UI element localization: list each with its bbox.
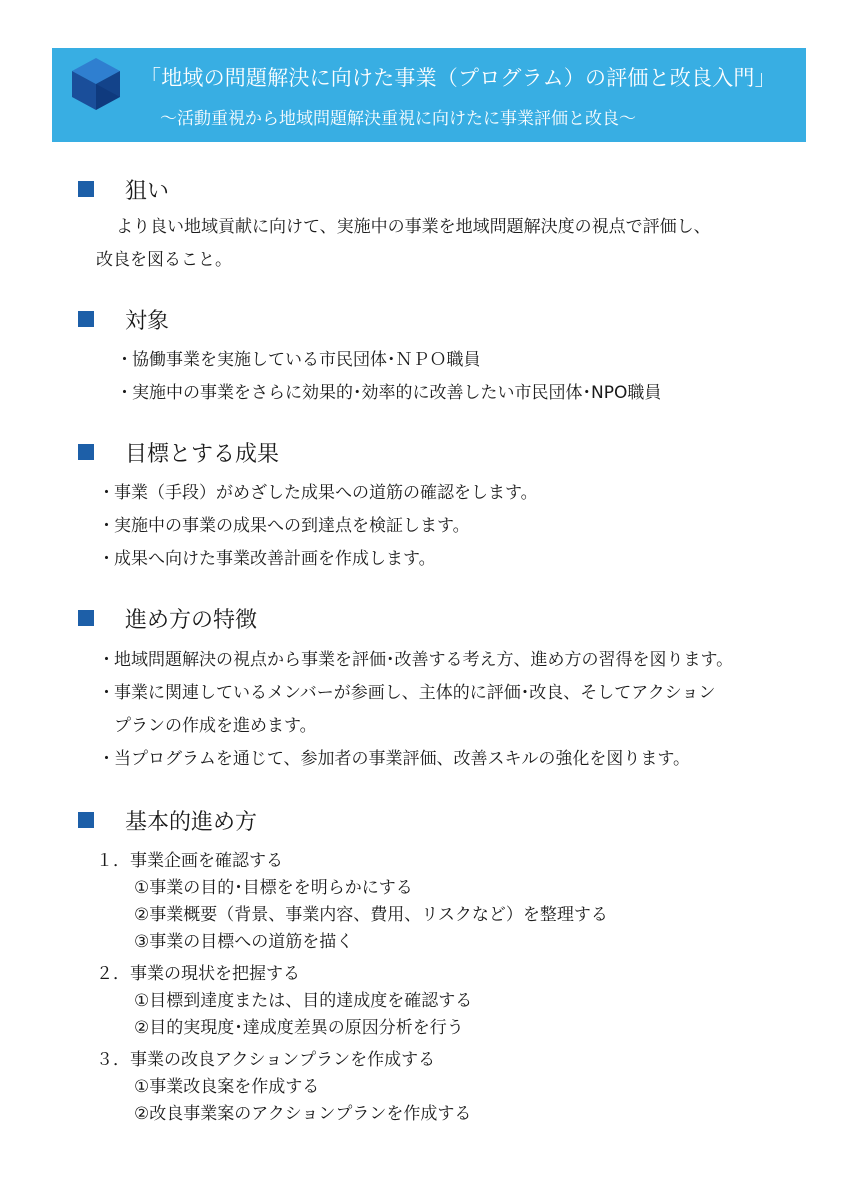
square-bullet-icon (78, 812, 94, 828)
list-item (98, 511, 470, 536)
list-item-text: 実施中の事業をさらに効果的･効率的に改善したい市民団体･NPO職員 (132, 383, 662, 403)
bullet-mark: ・ (98, 483, 115, 503)
cube-logo-icon (70, 56, 122, 112)
list-item (98, 645, 733, 670)
list-item-text: 地域問題解決の視点から事業を評価･改善する考え方、進め方の習得を図ります。 (114, 650, 734, 670)
list-item (98, 478, 538, 503)
bullet-mark: ・ (116, 383, 133, 403)
step-sub-item: ②改良事業案のアクションプランを作成する (134, 1104, 472, 1124)
step-sub-item: ②目的実現度･達成度差異の原因分析を行う (134, 1018, 464, 1038)
step-sub-item: ③事業の目標への道筋を描く (134, 932, 354, 952)
square-bullet-icon (78, 444, 94, 460)
step-label: ３．事業の改良アクションプランを作成する (96, 1050, 436, 1070)
page-title: 「地域の問題解決に向けた事業（プログラム）の評価と改良入門」 (140, 66, 776, 90)
bullet-mark: ・ (98, 683, 115, 703)
step-sub-item: ①事業の目的･目標をを明らかにする (134, 878, 413, 898)
section-heading-text: 目標とする成果 (125, 442, 280, 467)
bullet-mark: ・ (98, 549, 115, 569)
list-item (98, 544, 436, 569)
list-item (98, 744, 690, 769)
bullet-mark: ・ (98, 650, 115, 670)
aim-line-1: より良い地域貢献に向けて、実施中の事業を地域問題解決度の視点で評価し、 (116, 217, 711, 237)
list-item-text: 実施中の事業の成果への到達点を検証します。 (114, 516, 470, 536)
list-item (98, 678, 715, 703)
step-sub-item: ①目標到達度または、目的達成度を確認する (134, 991, 473, 1011)
page-subtitle: ～活動重視から地域問題解決重視に向けたに事業評価と改良～ (160, 109, 636, 129)
list-item-text: 成果へ向けた事業改善計画を作成します。 (114, 549, 436, 569)
aim-line-2: 改良を図ること。 (96, 250, 232, 270)
square-bullet-icon (78, 181, 94, 197)
list-item (116, 378, 661, 403)
section-heading-text: 対象 (125, 309, 170, 334)
section-heading-text: 進め方の特徴 (125, 608, 258, 633)
list-item-text: 事業に関連しているメンバーが参画し、主体的に評価･改良、そしてアクション (114, 683, 716, 703)
bullet-mark: ・ (98, 749, 115, 769)
bullet-mark: ・ (98, 516, 115, 536)
list-item (116, 345, 481, 370)
step-label: ２．事業の現状を把握する (96, 964, 300, 984)
section-heading-text: 狙い (125, 179, 170, 204)
list-item-text: 協働事業を実施している市民団体･ＮＰＯ職員 (132, 350, 481, 370)
step-label: １．事業企画を確認する (96, 851, 283, 871)
list-item-continuation: プランの作成を進めます。 (114, 716, 317, 736)
list-item-text: 事業（手段）がめざした成果への道筋の確認をします。 (114, 483, 538, 503)
list-item-text: 当プログラムを通じて、参加者の事業評価、改善スキルの強化を図ります。 (114, 749, 690, 769)
step-sub-item: ②事業概要（背景、事業内容、費用、リスクなど）を整理する (134, 905, 608, 925)
section-heading-text: 基本的進め方 (125, 810, 258, 835)
bullet-mark: ・ (116, 350, 133, 370)
square-bullet-icon (78, 311, 94, 327)
square-bullet-icon (78, 610, 94, 626)
step-sub-item: ①事業改良案を作成する (134, 1077, 320, 1097)
